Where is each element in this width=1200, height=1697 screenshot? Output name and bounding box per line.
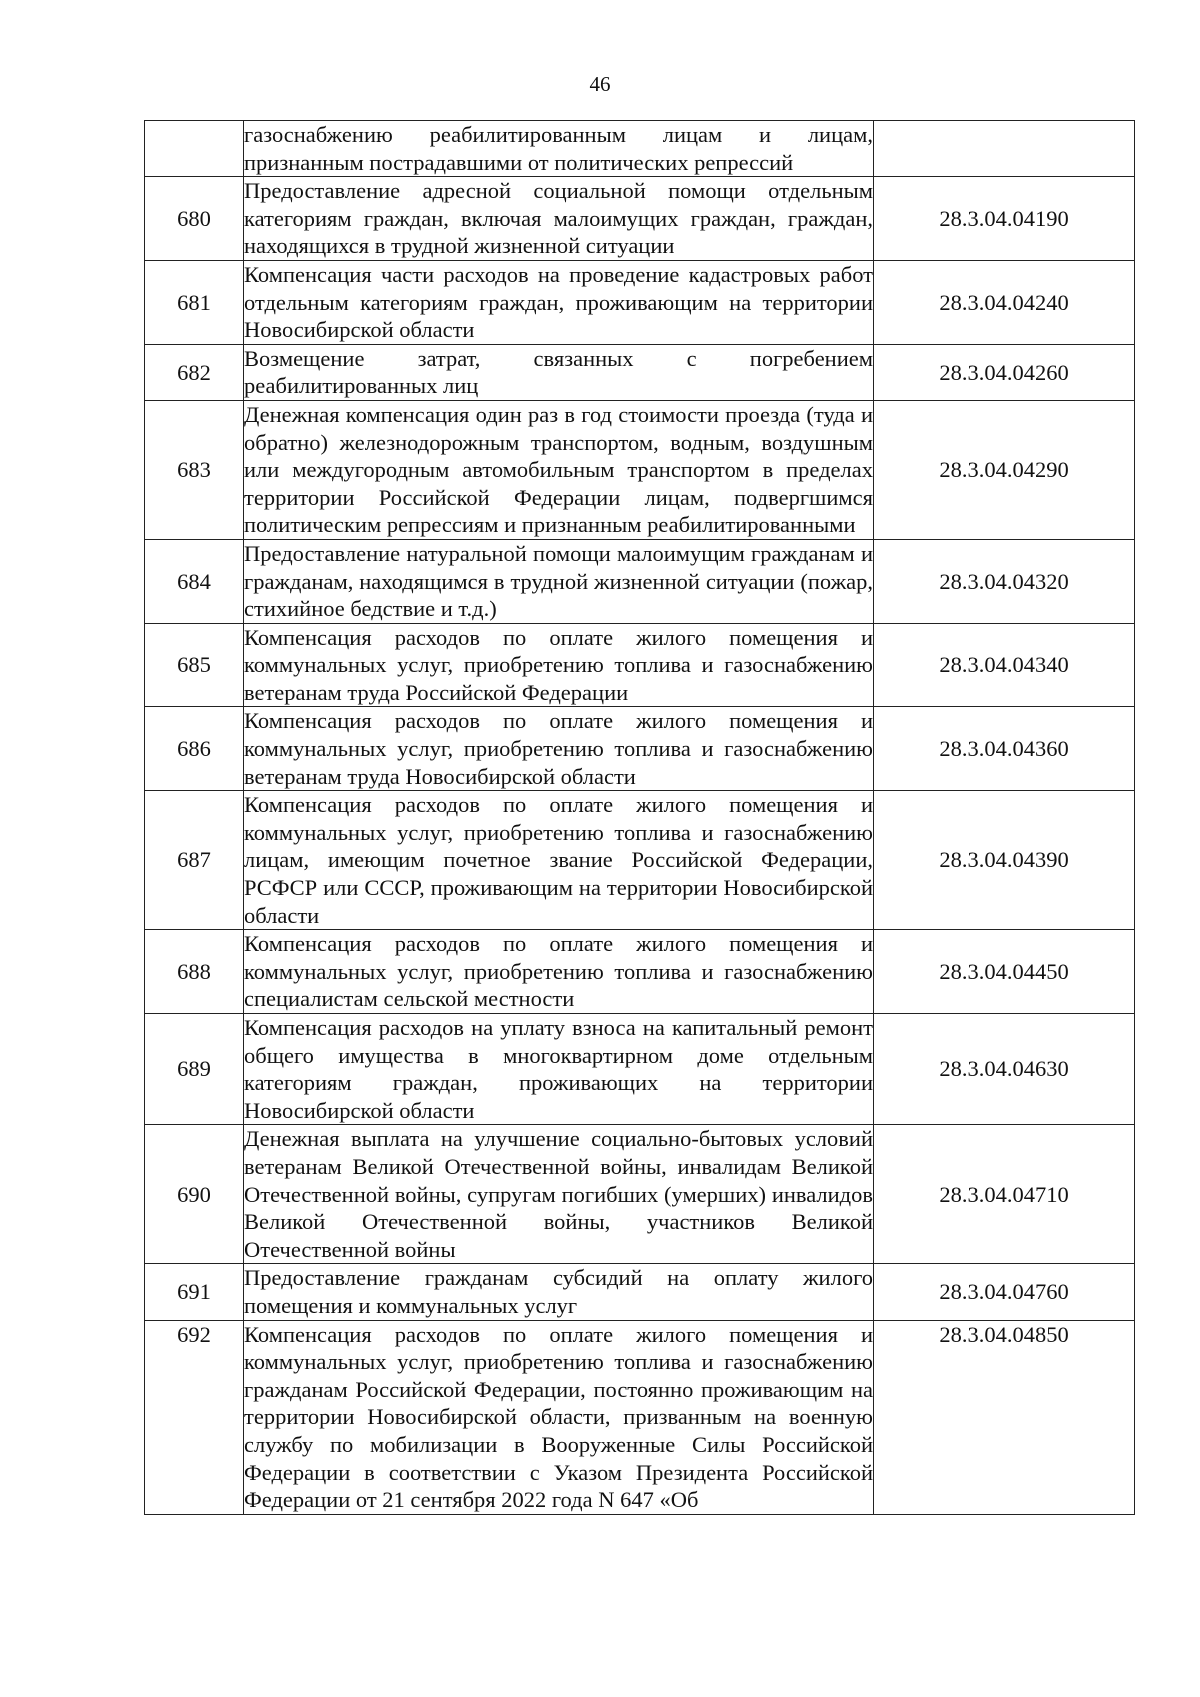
row-description: Компенсация расходов по оплате жилого помещения и коммунальных услуг, приобретению топлива и газоснабжению лицам, имеющим почетное звание Российской Федерации, РСФСР или СССР, проживающим на территории Новосибирской области <box>244 791 874 930</box>
table-row <box>145 1264 1135 1320</box>
row-number: 688 <box>145 930 244 1014</box>
table-row <box>145 539 1135 623</box>
row-description: Предоставление гражданам субсидий на оплату жилого помещения и коммунальных услуг <box>244 1264 874 1320</box>
page-number: 46 <box>589 72 611 96</box>
table-row <box>145 1320 1135 1514</box>
row-number: 685 <box>145 623 244 707</box>
row-code: 28.3.04.04360 <box>874 707 1135 791</box>
row-code <box>874 121 1135 177</box>
row-description: Предоставление адресной социальной помощи отдельным категориям граждан, включая малоимущих граждан, граждан, находящихся в трудной жизненной ситуации <box>244 177 874 261</box>
row-code: 28.3.04.04290 <box>874 400 1135 539</box>
row-description: Компенсация расходов по оплате жилого помещения и коммунальных услуг, приобретению топлива и газоснабжению ветеранам труда Российской Федерации <box>244 623 874 707</box>
row-number: 682 <box>145 344 244 400</box>
row-number: 692 <box>145 1320 244 1514</box>
table-row <box>145 791 1135 930</box>
table-row <box>145 1125 1135 1264</box>
row-code: 28.3.04.04240 <box>874 260 1135 344</box>
row-description: Возмещение затрат, связанных с погребением реабилитированных лиц <box>244 344 874 400</box>
row-number: 691 <box>145 1264 244 1320</box>
row-description: Предоставление натуральной помощи малоимущим гражданам и гражданам, находящимся в трудной жизненной ситуации (пожар, стихийное бедствие и т.д.) <box>244 539 874 623</box>
row-code: 28.3.04.04390 <box>874 791 1135 930</box>
row-description: Компенсация расходов по оплате жилого помещения и коммунальных услуг, приобретению топлива и газоснабжению ветеранам труда Новосибирской области <box>244 707 874 791</box>
row-code: 28.3.04.04340 <box>874 623 1135 707</box>
row-code: 28.3.04.04450 <box>874 930 1135 1014</box>
row-description: газоснабжению реабилитированным лицам и лицам, признанным пострадавшими от политических репрессий <box>244 121 874 177</box>
table-row <box>145 177 1135 261</box>
row-number <box>145 121 244 177</box>
row-description: Денежная выплата на улучшение социально-бытовых условий ветеранам Великой Отечественной войны, инвалидам Великой Отечественной войны, супругам погибших (умерших) инвалидов Великой Отечественной войны, участников Великой Отечественной войны <box>244 1125 874 1264</box>
row-code: 28.3.04.04630 <box>874 1014 1135 1125</box>
row-number: 680 <box>145 177 244 261</box>
table-row <box>145 260 1135 344</box>
row-code: 28.3.04.04260 <box>874 344 1135 400</box>
row-description: Компенсация расходов по оплате жилого помещения и коммунальных услуг, приобретению топлива и газоснабжению специалистам сельской местности <box>244 930 874 1014</box>
row-code: 28.3.04.04320 <box>874 539 1135 623</box>
table-row <box>145 930 1135 1014</box>
row-code: 28.3.04.04760 <box>874 1264 1135 1320</box>
table-row <box>145 707 1135 791</box>
budget-codes-table <box>144 120 1135 1515</box>
row-description: Компенсация части расходов на проведение кадастровых работ отдельным категориям граждан, проживающим на территории Новосибирской области <box>244 260 874 344</box>
table-row <box>145 623 1135 707</box>
row-description: Денежная компенсация один раз в год стоимости проезда (туда и обратно) железнодорожным транспортом, водным, воздушным или междугородным автомобильным транспортом в пределах территории Российской Федерации лицам, подвергшимся политическим репрессиям и признанным реабилитированными <box>244 400 874 539</box>
table-row <box>145 121 1135 177</box>
row-number: 689 <box>145 1014 244 1125</box>
table-row <box>145 344 1135 400</box>
row-number: 690 <box>145 1125 244 1264</box>
row-code: 28.3.04.04710 <box>874 1125 1135 1264</box>
row-number: 686 <box>145 707 244 791</box>
row-number: 681 <box>145 260 244 344</box>
row-number: 687 <box>145 791 244 930</box>
row-description: Компенсация расходов по оплате жилого помещения и коммунальных услуг, приобретению топлива и газоснабжению гражданам Российской Федерации, постоянно проживающим на территории Новосибирской области, призванным на военную службу по мобилизации в Вооруженные Силы Российской Федерации в соответствии с Указом Президента Российской Федерации от 21 сентября 2022 года N 647 «Об <box>244 1320 874 1514</box>
table-row <box>145 400 1135 539</box>
row-number: 683 <box>145 400 244 539</box>
row-code: 28.3.04.04850 <box>874 1320 1135 1514</box>
row-code: 28.3.04.04190 <box>874 177 1135 261</box>
row-description: Компенсация расходов на уплату взноса на капитальный ремонт общего имущества в многоквартирном доме отдельным категориям граждан, проживающих на территории Новосибирской области <box>244 1014 874 1125</box>
row-number: 684 <box>145 539 244 623</box>
table-row <box>145 1014 1135 1125</box>
